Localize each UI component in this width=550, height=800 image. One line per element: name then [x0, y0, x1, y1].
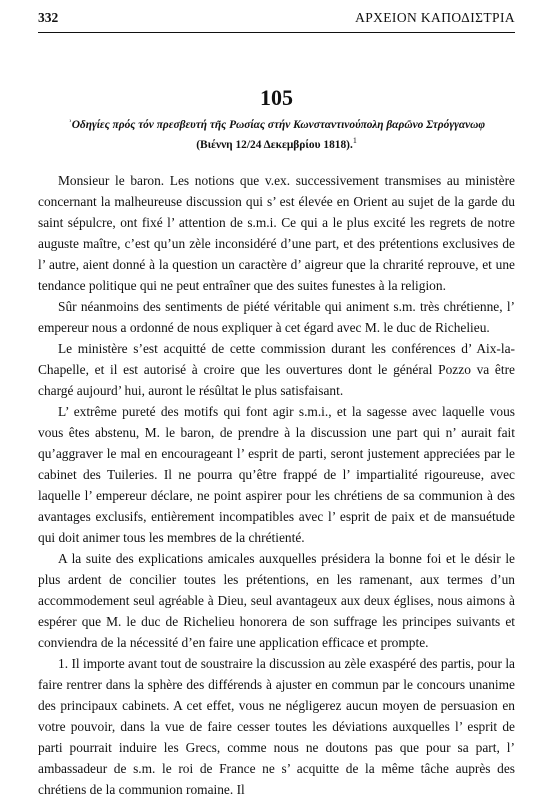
running-title: ΑΡΧΕΙΟΝ ΚΑΠΟΔΙΣΤΡΙΑ — [355, 10, 515, 25]
page-number: 332 — [38, 10, 59, 25]
paragraph-5: A la suite des explications amicales auxquelles présidera la bonne foi et le désir le plus ardent de concilier toutes les prétentions, en les ramenant, aux termes d’un accommodement seul agréable à Dieu, seul avantageux aux deux églises, nous aimons à espérer que M. le duc de Richelieu honorera de son suffrage les principes suivants et conviendra de la nécessité d’en faire une application efficace et prompte. — [38, 550, 515, 650]
heading-line-1: ʾΟδηγίες πρός τόν πρεσβευτή τῆς Ρωσίας στήν Κωνσταντινούπολη βαρῶνο Στρόγγανωφ — [67, 119, 486, 131]
paragraph-2: Sûr néanmoins des sentiments de piété véritable qui animent s.m. très chrétienne, l’ empereur nous a ordonné de nous expliquer à cet égard avec M. le duc de Richelieu. — [38, 298, 515, 335]
footnote-mark: 1 — [352, 136, 357, 145]
running-head — [38, 10, 515, 30]
document-heading — [38, 117, 515, 153]
paragraph-4: L’ extrême pureté des motifs qui font agir s.m.i., et la sagesse avec laquelle vous vous êtes abstenu, M. le baron, de prendre à la discussion une part qui n’ aurait fait qu’aggraver le mal en encourageant l’ esprit de parti, seront justement appreciées par le cabinet des Tuileries. Il ne pourra qu’être frappé de l’ impartialité rigoureuse, avec laquelle l’ empereur déclare, ne point aspirer pour les chrétiens de sa communion à des avantages exclusifs, entièrement incompatibles avec l’ esprit de paix et de mansuétude qui doit animer tous les membres de la chrétienté. — [38, 403, 515, 545]
heading-line-2 — [38, 133, 515, 153]
paragraph-3: Le ministère s’est acquitté de cette commission durant les conférences d’ Aix-la-Chapelle, et il est autorisé à croire que les ouvertures dont le général Pozzo va être chargé aujourd’ hui, auront le résûltat le plus satisfaisant. — [38, 340, 515, 398]
heading-date: (Βιέννη 12/24 Δεκεμβρίου 1818). — [196, 138, 353, 151]
header-rule — [38, 32, 515, 33]
paragraph-1: Monsieur le baron. Les notions que v.ex. successivement transmises au ministère concernant la malheureuse discussion qui s’ est élevée en Orient au sujet de la garde du saint sépulcre, ont fixé l’ attention de s.m.i. Ce qui a le plus excité les regrets de notre auguste maître, c’est qu’un zèle inconsidéré d’une part, et des prétentions exclusives de l’ autre, aient donné à la question un caractère d’ aigreur que la chrarité reprouve, et une tendance politique qui ne peut entraîner que des suites funestes à la religion. — [38, 172, 515, 293]
document-number: 105 — [260, 85, 293, 110]
document-page — [38, 10, 515, 800]
body-text — [38, 170, 515, 800]
paragraph-6: 1. Il importe avant tout de soustraire la discussion au zèle exaspéré des partis, pour la faire rentrer dans la sphère des différends à ajuster en commun par le concours unanime des principaux cabinets. A cet effet, vous ne négligerez aucun moyen de persuasion en votre pouvoir, dans la vue de faire cesser toutes les déviations auxquelles l’ esprit de parti pourrait induire les Grecs, comme nous ne doutons pas que pour sa part, l’ ambassadeur de s.m. le roi de France ne s’ acquitte de la même tâche auprès des chrétiens de la communion romaine. Il — [38, 655, 515, 797]
